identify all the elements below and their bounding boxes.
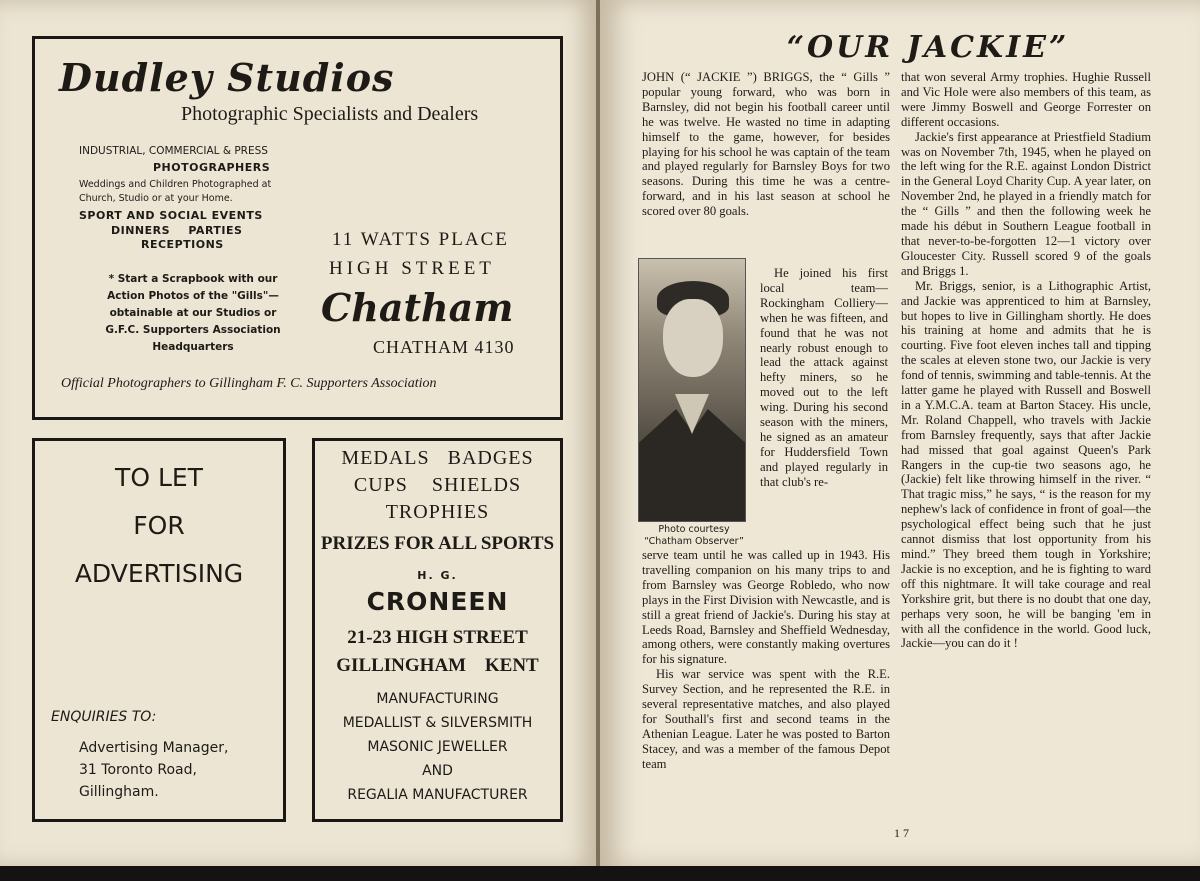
enquiries-addr2: 31 Toronto Road, — [79, 762, 197, 778]
photo-face — [663, 299, 723, 377]
tolet-line2: FOR — [133, 511, 185, 540]
tolet-line3: ADVERTISING — [74, 559, 244, 588]
article-wrap-text — [760, 266, 888, 490]
dudley-official: Official Photographers to Gillingham F. C. Supporters Association — [61, 376, 437, 391]
background-edge — [0, 866, 1200, 881]
croneen-town: GILLINGHAM KENT — [336, 655, 539, 676]
croneen-street: 21-23 HIGH STREET — [347, 627, 528, 648]
dudley-studios-advert — [32, 36, 563, 420]
dudley-line4: Church, Studio or at your Home. — [79, 193, 233, 204]
page-number: 17 — [894, 826, 912, 840]
scrapbook-line4: G.F.C. Supporters Association — [105, 324, 281, 336]
croneen-line1: MEDALS BADGES — [341, 447, 534, 469]
player-photo — [638, 258, 746, 522]
photo-caption-line1: Photo courtesy — [658, 524, 730, 535]
tolet-line1: TO LET — [115, 463, 203, 492]
article-paragraph-2-cont: serve team until he was called up in 1943. His travelling companion on his many trips to and from Barnsley was George Robledo, who now plays in the First Division with Newcastle, and is still a great friend of Jackie's. During his stay at Leeds Road, Barnsley and Sheffield Wednesday, among others, were constantly making overtures for his signature. — [642, 548, 891, 667]
photo-caption-line2: “Chatham Observer” — [644, 536, 744, 547]
dudley-line5: SPORT AND SOCIAL EVENTS — [79, 209, 263, 222]
croneen-line2: CUPS SHIELDS — [353, 474, 522, 496]
article-paragraph-6: Mr. Briggs, senior, is a Lithographic Artist, and Jackie was apprenticed to him at Barnsley, but hopes to live in Gillingham shortly. He does his training at home and admits that he is courting. Five foot eleven inches tall and tipping the scales at eleven stone two, our Jackie is very fond of tennis, swimming and table-tennis. At the latter game he played with Russell and Boswell in a Y.M.C.A. team at Barton Stacey. His uncle, Mr. Roland Chappell, who travels with Jackie from Barnsley frequently, says that after Jackie had missed that goal against Queen's Park Rangers in the cup-tie two seasons ago, he (Jackie) felt like throwing himself in the river. “ That tragic miss,” he says, “ is the reason for my nephew's lack of confidence in front of goal—the psychological effect being such that he just cannot dismiss that lost opportunity from his mind.” They breed them tough in Yorkshire; Jackie is no exception, and he is fighting to ward off this nightmare. It will take courage and real Yorkshire grit, but there is no doubt that one day, perhaps very soon, he will be banging 'em in with all the confidence in the world. Good luck, Jackie—you can do it ! — [901, 278, 1151, 651]
croneen-name: CRONEEN — [366, 587, 509, 616]
article-paragraph-5: Jackie's first appearance at Priestfield Stadium was on November 7th, 1945, when he played on the left wing for the R.E. against London District in the General Loyd Charity Cup. A year later, on November 2nd, he played in a friendly match for the “ Gills ” and then the following week he made his début in Southern League football in that never-to-be-forgotten 12—1 victory over Gloucester City. Russell scored 9 of the goals and Briggs 1. — [901, 129, 1151, 278]
article-paragraph-3: His war service was spent with the R.E. Survey Section, and he represented the R.E. in several representative matches, and also played for Southall's first and second teams in the Athenian League. Later he was posted to Barton Stacey, and was a member of the famous Depot team — [642, 667, 890, 771]
article-headline: “OUR JACKIE” — [786, 30, 1070, 65]
dudley-subtitle: Photographic Specialists and Dealers — [181, 103, 479, 125]
article-column-1-continued — [642, 548, 890, 772]
dudley-title: Dudley Studios — [59, 55, 395, 100]
right-page — [600, 0, 1200, 868]
dudley-line7: RECEPTIONS — [141, 238, 224, 251]
croneen-line3: TROPHIES — [385, 501, 490, 523]
photo-caption — [638, 524, 750, 548]
croneen-m1: MANUFACTURING — [376, 691, 499, 707]
croneen-line4: PRIZES FOR ALL SPORTS — [320, 533, 555, 554]
article-column-1 — [642, 70, 890, 219]
croneen-m5: REGALIA MANUFACTURER — [347, 787, 528, 803]
dudley-town: Chatham — [321, 285, 514, 330]
dudley-line2: PHOTOGRAPHERS — [153, 161, 271, 174]
article-paragraph-4: that won several Army trophies. Hughie Russell and Vic Hole were also members of this team, as were Jimmy Boswell and George Forrester on different occasions. — [901, 70, 1151, 129]
enquiries-label: ENQUIRIES TO: — [51, 709, 157, 725]
scrapbook-line2: Action Photos of the "Gills"— — [107, 290, 279, 302]
dudley-address-1: 11 WATTS PLACE — [332, 229, 509, 250]
scrapbook-line3: obtainable at our Studios or — [109, 307, 277, 319]
article-paragraph-2: He joined his first local team—Rockingham Colliery—when he was fifteen, and found that he was not nearly robust enough to lead the attack against hefty miners, so he moved out to the left wing. During his second season with the miners, he signed as an amateur for Huddersfield Town and played regularly in that club's re- — [760, 266, 888, 489]
scrapbook-line1: * Start a Scrapbook with our — [108, 273, 278, 285]
left-page — [0, 0, 598, 868]
enquiries-address — [79, 737, 228, 803]
dudley-address-2: HIGH STREET — [329, 258, 495, 279]
croneen-advert — [312, 438, 563, 822]
croneen-initials: H. G. — [417, 569, 458, 582]
enquiries-addr3: Gillingham. — [79, 784, 159, 800]
croneen-m3: MASONIC JEWELLER — [367, 739, 508, 755]
enquiries-addr1: Advertising Manager, — [79, 740, 229, 756]
dudley-line1: INDUSTRIAL, COMMERCIAL & PRESS — [79, 145, 268, 157]
dudley-line6: DINNERS PARTIES — [111, 224, 243, 237]
scrapbook-note — [73, 271, 313, 356]
to-let-advert — [32, 438, 286, 822]
dudley-phone: CHATHAM 4130 — [373, 337, 515, 357]
scrapbook-line5: Headquarters — [152, 341, 234, 353]
dudley-line3: Weddings and Children Photographed at — [79, 179, 272, 190]
croneen-m2: MEDALLIST & SILVERSMITH — [342, 715, 533, 731]
article-column-2 — [901, 70, 1151, 651]
article-paragraph-1: JOHN (“ JACKIE ”) BRIGGS, the “ Gills ” popular young forward, who was born in Barnsley, did not begin his football career until he was twelve. He wasted no time in adapting himself to the game, however, for besides playing for his school he was captain of the team and played regularly for Barnsley Boys for two seasons. During this time he was a centre-forward, and in his last season at school he scored over 80 goals. — [642, 70, 890, 219]
croneen-m4: AND — [422, 763, 453, 779]
